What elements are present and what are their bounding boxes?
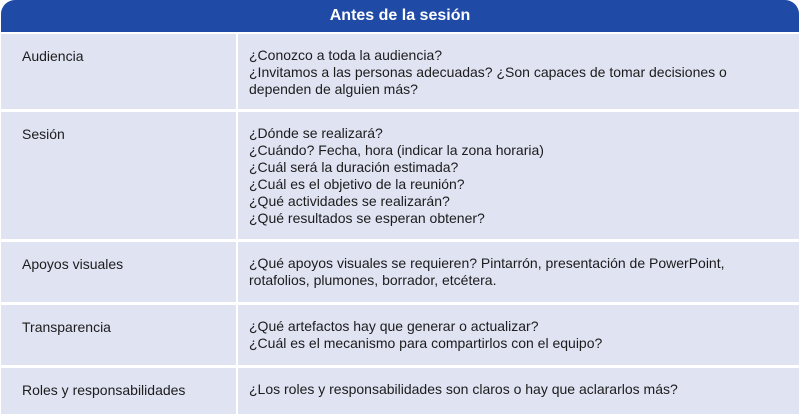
content-line: ¿Invitamos a las personas adecuadas? ¿Son capaces de tomar decisiones o <box>249 64 727 80</box>
row-content-cell <box>238 34 799 109</box>
row-label-cell <box>1 305 236 365</box>
row-label: Audiencia <box>22 48 84 64</box>
content-line: ¿Qué apoyos visuales se requieren? Pintarrón, presentación de PowerPoint, <box>249 255 725 271</box>
content-line: ¿Cuál es el objetivo de la reunión? <box>249 176 465 192</box>
content-line: ¿Dónde se realizará? <box>249 125 383 141</box>
row-audiencia <box>1 34 799 109</box>
row-content-cell <box>238 368 799 414</box>
content-line: ¿Cuál es el mecanismo para compartirlos con el equipo? <box>249 335 603 351</box>
row-content-cell <box>238 305 799 365</box>
row-label: Roles y responsabilidades <box>22 382 186 398</box>
row-apoyos-visuales <box>1 242 799 302</box>
row-label-cell <box>1 34 236 109</box>
content-line: dependen de alguien más? <box>249 81 418 97</box>
table-header <box>1 0 799 32</box>
row-content-cell <box>238 112 799 239</box>
content-line: ¿Conozco a toda la audiencia? <box>249 47 443 63</box>
row-label: Transparencia <box>22 319 111 335</box>
content-line: ¿Qué artefactos hay que generar o actualizar? <box>249 318 539 334</box>
row-label-cell <box>1 112 236 239</box>
row-label: Sesión <box>22 126 65 142</box>
content-line: ¿Cuándo? Fecha, hora (indicar la zona horaria) <box>249 142 544 158</box>
content-line: rotafolios, plumones, borrador, etcétera. <box>249 272 497 288</box>
content-line: ¿Los roles y responsabilidades son claros o hay que aclararlos más? <box>249 381 678 397</box>
row-label-cell <box>1 242 236 302</box>
table-title: Antes de la sesión <box>329 7 471 24</box>
content-line: ¿Qué resultados se esperan obtener? <box>249 210 485 226</box>
row-transparencia <box>1 305 799 365</box>
content-line: ¿Cuál será la duración estimada? <box>249 159 459 175</box>
row-label-cell <box>1 368 236 414</box>
row-content-cell <box>238 242 799 302</box>
row-label: Apoyos visuales <box>22 256 124 272</box>
content-line: ¿Qué actividades se realizarán? <box>249 193 450 209</box>
row-roles-responsabilidades <box>1 368 799 414</box>
row-sesion <box>1 112 799 239</box>
